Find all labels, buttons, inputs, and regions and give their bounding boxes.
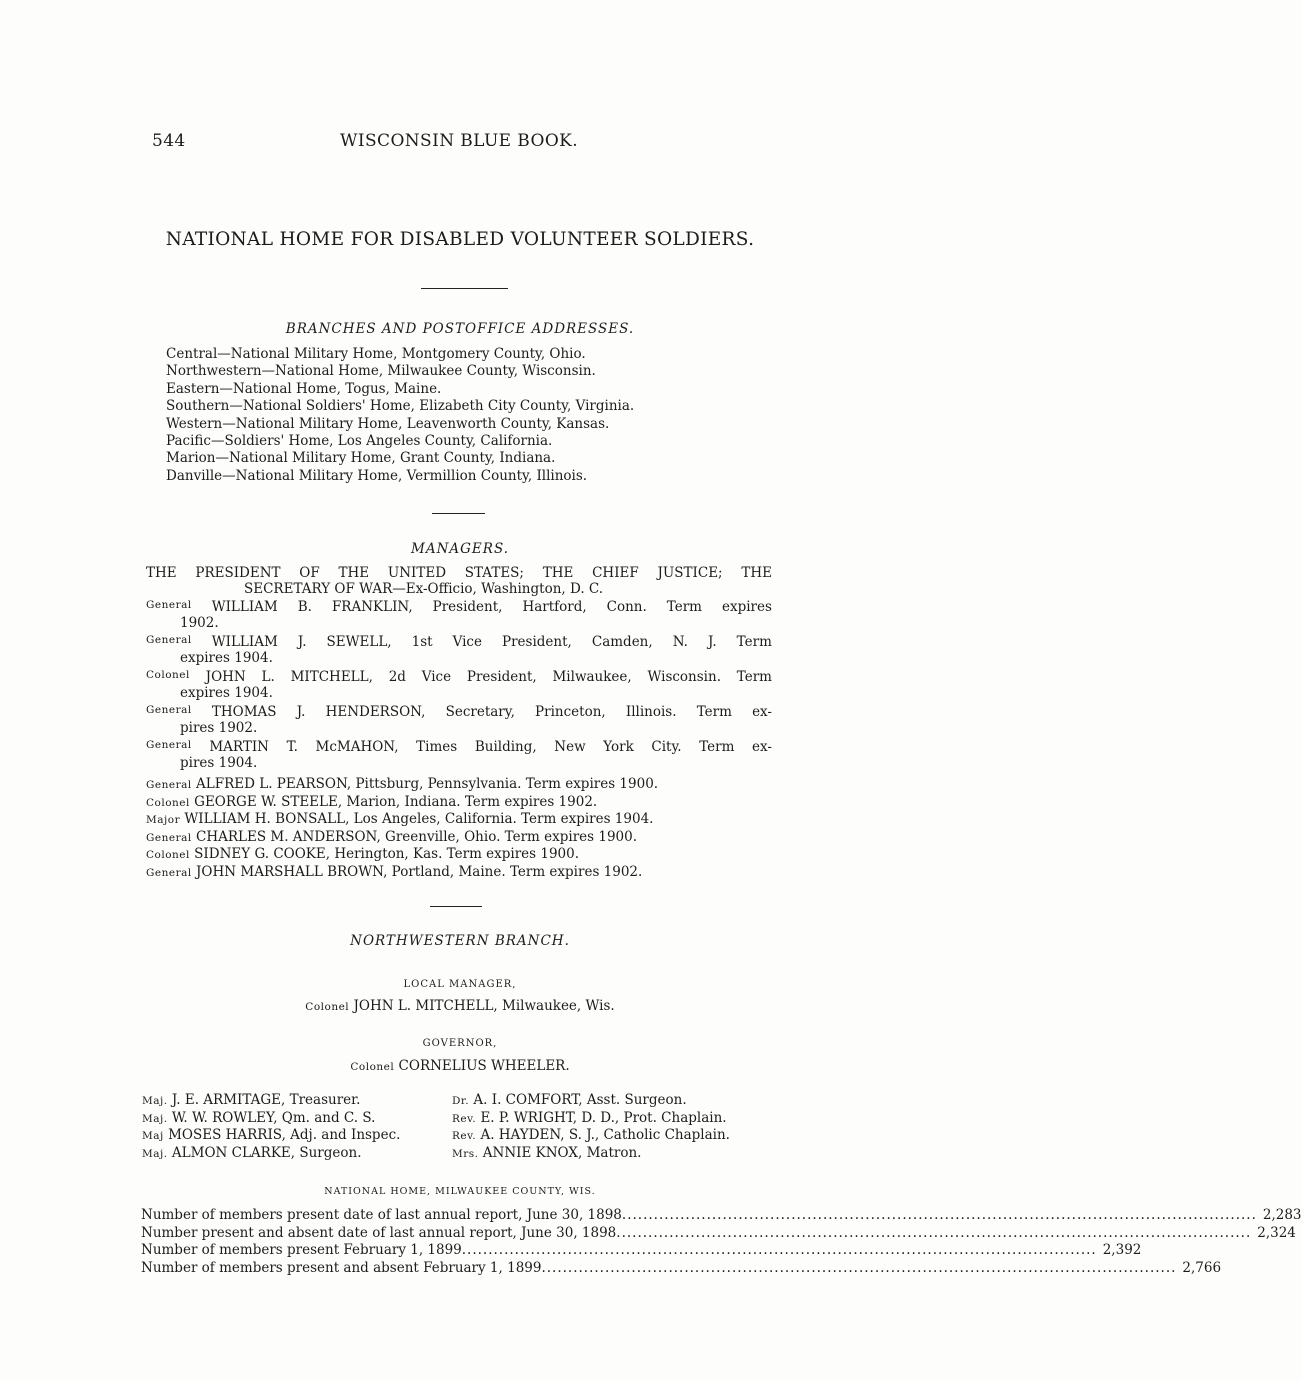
branch-item: Eastern—National Home, Togus, Maine.	[166, 380, 442, 397]
word: STATES;	[464, 565, 524, 581]
stat-label: Number present and absent date of last annual report, June 30, 1898	[141, 1224, 617, 1241]
word: PRESIDENT	[195, 565, 281, 581]
word: 1st	[411, 634, 433, 650]
word: President,	[432, 599, 503, 615]
rank: General	[146, 704, 192, 716]
rank: Maj	[142, 1130, 164, 1142]
branch-item: Marion—National Military Home, Grant County, Indiana.	[166, 450, 556, 467]
word: City.	[651, 739, 682, 755]
manager-entry	[146, 794, 597, 812]
word: Milwaukee,	[552, 669, 632, 685]
word: McMAHON,	[315, 739, 399, 755]
branch-item: Northwestern—National Home, Milwaukee County, Wisconsin.	[166, 363, 596, 380]
governor-name: CORNELIUS WHEELER.	[398, 1058, 570, 1074]
word: Vice	[452, 634, 482, 650]
manager-entry	[146, 846, 579, 864]
stat-value: 2,392	[1102, 1242, 1142, 1259]
officer-entry	[142, 1110, 375, 1128]
branch-item: Pacific—Soldiers' Home, Los Angeles County, California.	[166, 433, 553, 449]
officer-text: ANNIE KNOX, Matron.	[482, 1144, 642, 1161]
officer-text: A. HAYDEN, S. J., Catholic Chaplain.	[480, 1127, 730, 1143]
local-manager-name: JOHN L. MITCHELL, Milwaukee, Wis.	[353, 998, 615, 1014]
word: 2d	[388, 669, 406, 685]
word: expires	[721, 599, 772, 615]
word: Hartford,	[522, 599, 587, 615]
word: WILLIAM	[211, 634, 278, 650]
officer-text: E. P. WRIGHT, D. D., Prot. Chaplain.	[480, 1109, 727, 1126]
word: Camden,	[591, 634, 653, 650]
word: THOMAS	[211, 704, 277, 720]
word: Term	[666, 599, 702, 615]
word: UNITED	[387, 565, 447, 581]
rank: General	[146, 866, 192, 879]
running-title: WISCONSIN BLUE BOOK.	[340, 131, 579, 151]
divider-rule	[430, 906, 482, 907]
rank: Major	[146, 814, 181, 826]
word: T.	[286, 739, 298, 755]
northwestern-heading: NORTHWESTERN BRANCH.	[350, 933, 570, 949]
word: ex-	[752, 739, 772, 755]
rank: Maj.	[142, 1112, 168, 1125]
word: J.	[297, 634, 307, 650]
stat-row	[141, 1260, 1222, 1277]
manager-entry-continuation: expires 1904.	[180, 685, 273, 701]
officer-text: J. E. ARMITAGE, Treasurer.	[171, 1092, 361, 1108]
officer-text: A. I. COMFORT, Asst. Surgeon.	[473, 1092, 687, 1108]
word: THE	[146, 565, 177, 581]
stat-value: 2,766	[1182, 1260, 1222, 1277]
exofficio-line: SECRETARY OF WAR—Ex-Officio, Washington, D. C.	[244, 581, 604, 597]
exofficio-line	[146, 565, 772, 581]
branch-item: Southern—National Soldiers' Home, Elizabeth City County, Virginia.	[166, 398, 635, 415]
manager-text: ALFRED L. PEARSON, Pittsburg, Pennsylvania. Term expires 1900.	[196, 776, 659, 792]
stat-value: 2,324	[1257, 1224, 1296, 1241]
officer-entry	[142, 1092, 360, 1110]
word: JOHN	[205, 669, 246, 685]
rank: Rev.	[452, 1112, 477, 1125]
manager-entry-continuation: pires 1902.	[180, 720, 258, 736]
officer-text: MOSES HARRIS, Adj. and Inspec.	[168, 1127, 401, 1143]
word: Princeton,	[535, 704, 606, 720]
manager-entry-continuation: expires 1904.	[180, 650, 273, 666]
word: SEWELL,	[326, 634, 392, 650]
manager-entry-line	[146, 634, 772, 650]
word: Illinois.	[625, 704, 677, 720]
word: MARTIN	[209, 739, 269, 755]
word: J.	[707, 634, 717, 650]
manager-text: SIDNEY G. COOKE, Herington, Kas. Term expires 1900.	[194, 846, 580, 862]
rank: Colonel	[305, 1001, 350, 1013]
manager-entry-continuation: pires 1904.	[180, 755, 258, 771]
rank: General	[146, 739, 192, 751]
dot-leader: ........................................................................................................................	[461, 1242, 1097, 1259]
word: Times	[416, 739, 458, 755]
officer-entry	[452, 1145, 641, 1163]
rank: General	[146, 779, 192, 791]
word: N.	[672, 634, 688, 650]
stat-row	[141, 1224, 1296, 1241]
officer-entry	[452, 1127, 730, 1145]
manager-entry-line	[146, 669, 772, 685]
branch-item: Western—National Military Home, Leavenworth County, Kansas.	[166, 415, 610, 432]
stats-heading: NATIONAL HOME, MILWAUKEE COUNTY, WIS.	[324, 1186, 596, 1197]
manager-entry-line	[146, 704, 772, 720]
officer-entry	[142, 1145, 362, 1163]
word: L.	[261, 669, 275, 685]
word: CHIEF	[592, 565, 639, 581]
divider-rule	[432, 513, 485, 514]
word: Term	[696, 704, 732, 720]
officer-entry	[452, 1092, 687, 1110]
word: Vice	[421, 669, 452, 685]
rank: General	[146, 831, 192, 844]
word: THE	[338, 565, 370, 581]
word: Term	[736, 634, 772, 650]
managers-heading: MANAGERS.	[411, 541, 509, 557]
stat-label: Number of members present date of last annual report, June 30, 1898	[141, 1207, 622, 1223]
rank: Maj.	[142, 1147, 168, 1160]
officer-entry	[142, 1127, 400, 1145]
manager-entry	[146, 811, 653, 829]
word: MITCHELL,	[290, 669, 373, 685]
word: Secretary,	[445, 704, 515, 720]
rank: Dr.	[452, 1095, 470, 1107]
manager-entry	[146, 864, 642, 882]
dot-leader: ........................................................................................................................	[621, 1207, 1257, 1223]
stat-value: 2,283	[1262, 1207, 1302, 1223]
page-number: 544	[152, 131, 186, 151]
local-manager-line	[0, 998, 920, 1016]
stat-row	[141, 1242, 1142, 1259]
word: THE	[741, 565, 772, 581]
rank: Rev.	[452, 1130, 477, 1142]
word: THE	[542, 565, 574, 581]
page-title: NATIONAL HOME FOR DISABLED VOLUNTEER SOLDIERS.	[165, 229, 755, 250]
word: Conn.	[606, 599, 647, 615]
word: President,	[502, 634, 572, 650]
word: FRANKLIN,	[331, 599, 413, 615]
rank: Mrs.	[452, 1147, 479, 1160]
divider-rule	[421, 288, 508, 289]
branch-item: Danville—National Military Home, Vermillion County, Illinois.	[166, 467, 588, 484]
word: WILLIAM	[211, 599, 278, 615]
stat-label: Number of members present and absent February 1, 1899	[141, 1260, 542, 1277]
rank: Colonel	[146, 849, 190, 861]
word: New	[554, 739, 586, 755]
manager-entry	[146, 776, 658, 794]
rank: Colonel	[350, 1061, 395, 1073]
word: B.	[297, 599, 312, 615]
stat-row	[141, 1207, 1302, 1223]
dot-leader: ........................................................................................................................	[541, 1260, 1177, 1277]
dot-leader: ........................................................................................................................	[616, 1224, 1252, 1241]
officer-text: W. W. ROWLEY, Qm. and C. S.	[171, 1109, 376, 1126]
word: Term	[736, 669, 772, 685]
word: President,	[466, 669, 537, 685]
word: ex-	[752, 704, 772, 720]
rank: General	[146, 634, 192, 646]
manager-entry-line	[146, 739, 772, 755]
word: Wisconsin.	[647, 669, 721, 685]
rank: Maj.	[142, 1095, 168, 1107]
branch-item: Central—National Military Home, Montgomery County, Ohio.	[166, 346, 586, 362]
word: Building,	[474, 739, 537, 755]
local-manager-label: LOCAL MANAGER,	[403, 979, 517, 990]
manager-text: WILLIAM H. BONSALL, Los Angeles, California. Term expires 1904.	[184, 811, 654, 827]
stat-label: Number of members present February 1, 1899	[141, 1242, 462, 1259]
word: Term	[699, 739, 735, 755]
word: JUSTICE;	[657, 565, 723, 581]
rank: Colonel	[146, 796, 190, 809]
manager-text: JOHN MARSHALL BROWN, Portland, Maine. Term expires 1902.	[196, 863, 643, 880]
manager-entry	[146, 829, 637, 847]
manager-entry-continuation: 1902.	[180, 615, 219, 631]
rank: General	[146, 599, 192, 611]
branches-heading: BRANCHES AND POSTOFFICE ADDRESSES.	[285, 321, 635, 337]
word: J.	[296, 704, 306, 720]
rank: Colonel	[146, 669, 190, 681]
manager-entry-line	[146, 599, 772, 615]
word: York	[603, 739, 634, 755]
officer-text: ALMON CLARKE, Surgeon.	[171, 1144, 362, 1161]
manager-text: GEORGE W. STEELE, Marion, Indiana. Term expires 1902.	[194, 793, 598, 810]
governor-line	[0, 1058, 920, 1076]
manager-text: CHARLES M. ANDERSON, Greenville, Ohio. Term expires 1900.	[196, 828, 638, 845]
officer-entry	[452, 1110, 727, 1128]
governor-label: GOVERNOR,	[422, 1038, 498, 1049]
word: OF	[299, 565, 320, 581]
word: HENDERSON,	[325, 704, 426, 720]
